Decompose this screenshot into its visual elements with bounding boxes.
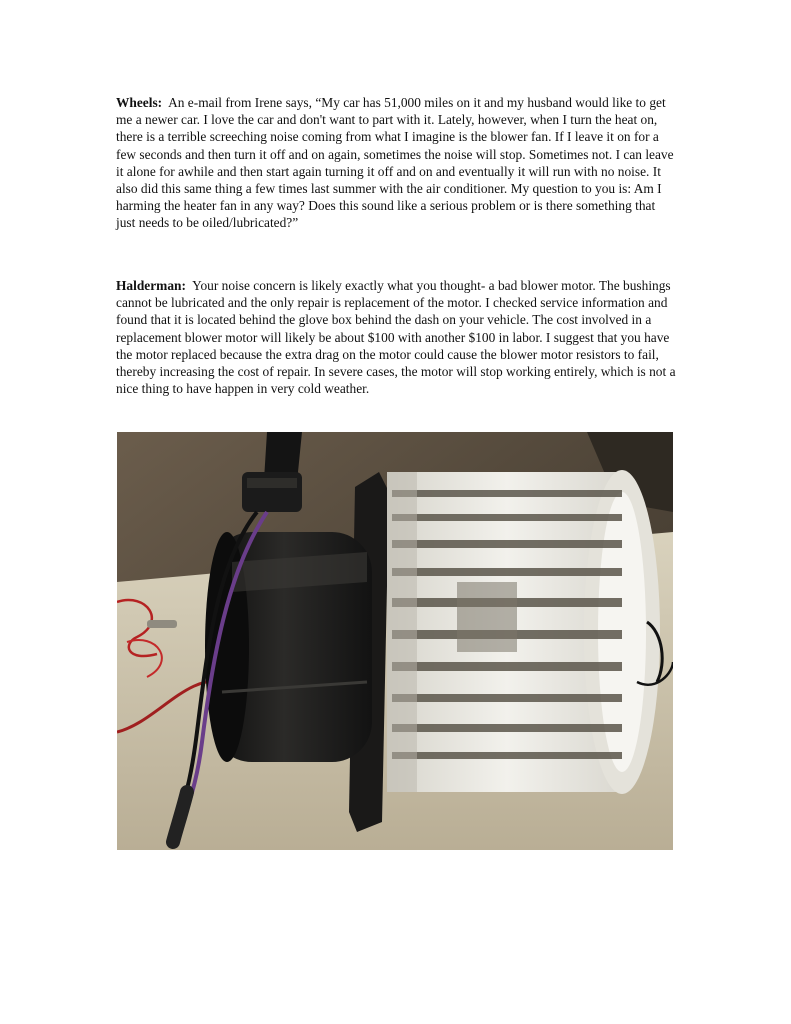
halderman-paragraph: [116, 277, 676, 397]
wheels-paragraph: [116, 94, 676, 232]
wheels-question-text: An e-mail from Irene says, “My car has 51,000 miles on it and my husband would like to get me a newer car. I love the car and don't want to part with it. Lately, however, when I turn the heat on, there is a terrible screeching noise coming from what I imagine is the blower fan. If I leave it on for a few seconds and then turn it off and on again, sometimes the noise will stop. Sometimes not. I can leave it alone for awhile and then start again turning it off and on and eventually it will run with no noise. It also did this same thing a few times last summer with the air conditioner. My question to you is: Am I harming the heater fan in any way? Does this sound like a serious problem or is there something that just needs to be oiled/lubricated?”: [116, 95, 674, 231]
squirrel-cage-fan: [387, 470, 660, 794]
blower-motor-illustration: [117, 432, 673, 850]
speaker-wheels: Wheels:: [116, 95, 163, 110]
blower-motor-photo: [117, 432, 673, 850]
halderman-answer-text: Your noise concern is likely exactly what you thought- a bad blower motor. The bushings cannot be lubricated and the only repair is replacement of the motor. I checked service information and found that it is located behind the glove box behind the dash on your vehicle. The cost involved in a replacement blower motor will likely be about $100 with another $100 in labor. I suggest that you have the motor replaced because the extra drag on the motor could cause the blower motor resistors to fail, thereby increasing the cost of repair. In severe cases, the motor will stop working entirely, which is not a nice thing to have happen in very cold weather.: [116, 278, 676, 397]
speaker-halderman: Halderman:: [116, 278, 186, 293]
